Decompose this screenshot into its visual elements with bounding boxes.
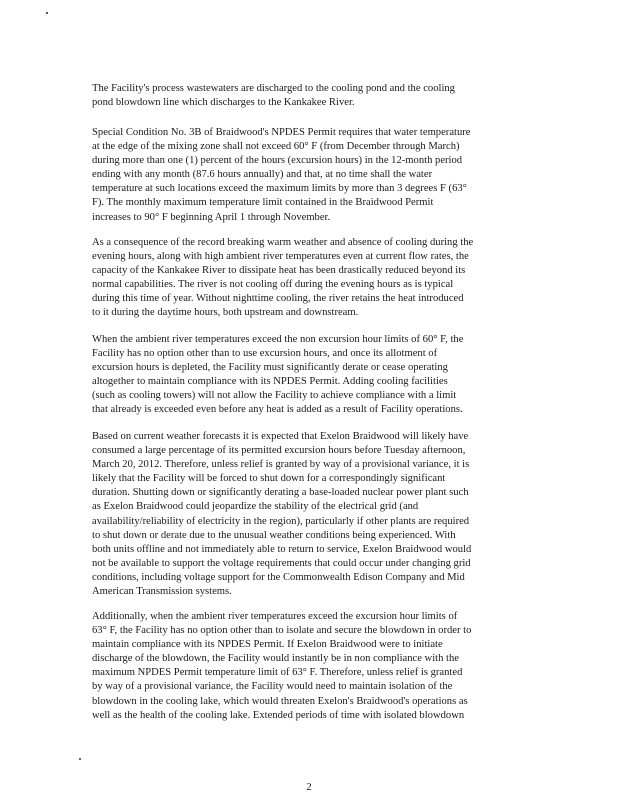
text-line: The Facility's process wastewaters are discharged to the cooling pond and the cooling xyxy=(92,83,455,94)
page-number: 2 xyxy=(306,782,312,793)
text-line: As a consequence of the record breaking warm weather and absence of cooling during the xyxy=(92,237,474,248)
text-line: evening hours, along with high ambient river temperatures even at current flow rates, the xyxy=(92,251,469,263)
text-line: increases to 90° F beginning April 1 through November. xyxy=(92,211,331,223)
text-line: excursion hours is depleted, the Facility must significantly derate or cease operating xyxy=(92,362,448,374)
text-line: by way of a provisional variance, the Facility would need to maintain isolation of the xyxy=(92,681,453,693)
text-line: not be available to support the voltage requirements that could occur under changing grid xyxy=(92,557,471,569)
scan-speck xyxy=(79,758,81,760)
text-line: at the edge of the mixing zone shall not exceed 60° F (from December through March) xyxy=(92,141,460,153)
text-line: Based on current weather forecasts it is expected that Exelon Braidwood will likely have xyxy=(92,431,469,442)
text-line: likely that the Facility will be forced to shut down for a correspondingly significant xyxy=(92,473,446,485)
text-line: that already is exceeded even before any heat is added as a result of Facility operations. xyxy=(92,404,463,416)
paragraph-weather-forecasts xyxy=(92,430,524,599)
paragraph-special-condition xyxy=(92,126,524,225)
text-line: F). The monthly maximum temperature limit contained in the Braidwood Permit xyxy=(92,197,434,209)
text-line: capacity of the Kankakee River to dissipate heat has been drastically reduced beyond its xyxy=(92,265,466,277)
paragraph-record-weather xyxy=(92,236,524,321)
text-line: American Transmission systems. xyxy=(92,586,232,598)
text-line: availability/reliability of electricity in the region), particularly if other plants are required xyxy=(92,515,470,527)
text-line: maximum NPDES Permit temperature limit of 63° F. Therefore, unless relief is granted xyxy=(92,667,463,679)
text-line: normal capabilities. The river is not cooling off during the evening hours as is typical xyxy=(92,279,454,291)
text-line: March 20, 2012. Therefore, unless relief is granted by way of a provisional variance, it is xyxy=(92,459,470,471)
text-line: duration. Shutting down or significantly derating a base-loaded nuclear power plant such xyxy=(92,487,469,499)
text-line: ending with any month (87.6 hours annually) and that, at no time shall the water xyxy=(92,169,433,181)
paragraph-excursion-hours xyxy=(92,333,524,418)
scan-speck xyxy=(46,12,48,14)
text-line: during more than one (1) percent of the hours (excursion hours) in the 12-month period xyxy=(92,155,463,167)
text-line: Additionally, when the ambient river temperatures exceed the excursion hour limits of xyxy=(92,611,458,622)
text-line: Special Condition No. 3B of Braidwood's NPDES Permit requires that water temperature xyxy=(92,127,471,138)
text-line: pond blowdown line which discharges to the Kankakee River. xyxy=(92,97,355,109)
text-line: consumed a large percentage of its permitted excursion hours before Tuesday afternoon, xyxy=(92,445,466,457)
text-line: as Exelon Braidwood could jeopardize the stability of the electrical grid (and xyxy=(92,501,419,513)
text-line: conditions, including voltage support for the Commonwealth Edison Company and Mid xyxy=(92,571,465,583)
text-line: discharge of the blowdown, the Facility would instantly be in non compliance with the xyxy=(92,653,459,665)
paragraph-blowdown-isolation xyxy=(92,610,524,723)
text-line: temperature at such locations exceed the maximum limits by more than 3 degrees F (63° xyxy=(92,183,467,195)
text-line: to shut down or derate due to the unusual weather conditions being experienced. With xyxy=(92,529,456,541)
text-line: during this time of year. Without nighttime cooling, the river retains the heat introduced xyxy=(92,293,464,305)
text-line: both units offline and not immediately able to return to service, Exelon Braidwood would xyxy=(92,543,472,555)
text-line: to it during the daytime hours, both upstream and downstream. xyxy=(92,307,359,319)
text-line: 63° F, the Facility has no option other than to isolate and secure the blowdown in order to xyxy=(92,625,472,637)
text-line: (such as cooling towers) will not allow the Facility to achieve compliance with a limit xyxy=(92,390,457,402)
text-line: When the ambient river temperatures exceed the non excursion hour limits of 60° F, the xyxy=(92,334,464,345)
text-line: blowdown in the cooling lake, which would threaten Exelon's Braidwood's operations as xyxy=(92,695,468,707)
paragraph-process-wastewaters xyxy=(92,82,524,110)
text-line: well as the health of the cooling lake. Extended periods of time with isolated blowdown xyxy=(92,709,465,721)
text-line: altogether to maintain compliance with its NPDES Permit. Adding cooling facilities xyxy=(92,376,448,388)
text-line: Facility has no option other than to use excursion hours, and once its allotment of xyxy=(92,348,438,360)
text-line: maintain compliance with its NPDES Permit. If Exelon Braidwood were to initiate xyxy=(92,639,443,651)
